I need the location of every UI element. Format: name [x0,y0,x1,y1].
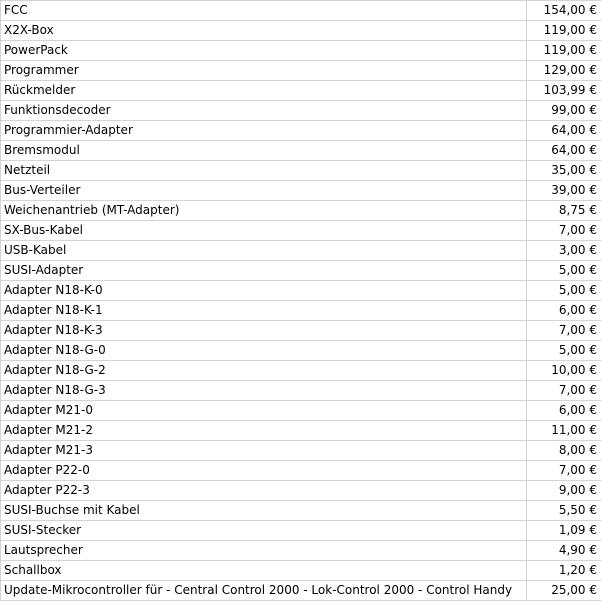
table-row [1,461,601,481]
table-row [1,521,601,541]
table-row [1,581,601,601]
item-name-cell[interactable]: Funktionsdecoder [1,101,527,121]
item-price-cell[interactable]: 25,00 € [527,581,601,601]
item-name-cell[interactable]: Adapter N18-K-1 [1,301,527,321]
table-row [1,201,601,221]
item-name-cell[interactable]: Adapter P22-3 [1,481,527,501]
item-price-cell[interactable]: 5,00 € [527,341,601,361]
item-name-cell[interactable]: Adapter N18-G-3 [1,381,527,401]
item-name-cell[interactable]: Adapter M21-0 [1,401,527,421]
item-price-cell[interactable]: 64,00 € [527,121,601,141]
item-price-cell[interactable]: 8,00 € [527,441,601,461]
item-name-cell[interactable]: Netzteil [1,161,527,181]
item-name-cell[interactable]: Adapter M21-3 [1,441,527,461]
table-row [1,221,601,241]
item-price-cell[interactable]: 99,00 € [527,101,601,121]
item-price-cell[interactable]: 7,00 € [527,221,601,241]
item-price-cell[interactable]: 11,00 € [527,421,601,441]
table-row [1,401,601,421]
table-row [1,1,601,21]
table-row [1,281,601,301]
item-name-cell[interactable]: Bremsmodul [1,141,527,161]
table-row [1,41,601,61]
item-name-cell[interactable]: X2X-Box [1,21,527,41]
item-name-cell[interactable]: Update-Mikrocontroller für - Central Control 2000 - Lok-Control 2000 - Control Handy [1,581,527,601]
item-price-cell[interactable]: 8,75 € [527,201,601,221]
table-row [1,141,601,161]
table-row [1,481,601,501]
item-price-cell[interactable]: 5,00 € [527,261,601,281]
item-name-cell[interactable]: SUSI-Buchse mit Kabel [1,501,527,521]
item-price-cell[interactable]: 5,00 € [527,281,601,301]
item-name-cell[interactable]: SUSI-Adapter [1,261,527,281]
item-price-cell[interactable]: 129,00 € [527,61,601,81]
table-row [1,181,601,201]
item-price-cell[interactable]: 119,00 € [527,41,601,61]
item-name-cell[interactable]: Rückmelder [1,81,527,101]
item-price-cell[interactable]: 119,00 € [527,21,601,41]
item-name-cell[interactable]: Adapter N18-K-3 [1,321,527,341]
table-row [1,241,601,261]
item-name-cell[interactable]: Bus-Verteiler [1,181,527,201]
item-price-cell[interactable]: 7,00 € [527,381,601,401]
item-price-cell[interactable]: 10,00 € [527,361,601,381]
table-row [1,421,601,441]
table-row [1,441,601,461]
item-name-cell[interactable]: Programmer [1,61,527,81]
table-row [1,301,601,321]
table-row [1,21,601,41]
item-name-cell[interactable]: Programmier-Adapter [1,121,527,141]
table-row [1,81,601,101]
table-row [1,501,601,521]
item-price-cell[interactable]: 103,99 € [527,81,601,101]
item-price-cell[interactable]: 1,20 € [527,561,601,581]
item-price-cell[interactable]: 7,00 € [527,321,601,341]
table-row [1,101,601,121]
item-price-cell[interactable]: 6,00 € [527,301,601,321]
item-price-cell[interactable]: 5,50 € [527,501,601,521]
item-price-cell[interactable]: 39,00 € [527,181,601,201]
item-name-cell[interactable]: Weichenantrieb (MT-Adapter) [1,201,527,221]
item-name-cell[interactable]: SX-Bus-Kabel [1,221,527,241]
item-name-cell[interactable]: Adapter M21-2 [1,421,527,441]
item-name-cell[interactable]: SUSI-Stecker [1,521,527,541]
item-name-cell[interactable]: Adapter P22-0 [1,461,527,481]
item-price-cell[interactable]: 6,00 € [527,401,601,421]
table-row [1,321,601,341]
table-row [1,561,601,581]
item-name-cell[interactable]: Adapter N18-K-0 [1,281,527,301]
item-price-cell[interactable]: 64,00 € [527,141,601,161]
price-table-body [1,1,601,601]
table-row [1,381,601,401]
item-price-cell[interactable]: 1,09 € [527,521,601,541]
table-row [1,61,601,81]
table-row [1,161,601,181]
item-price-cell[interactable]: 7,00 € [527,461,601,481]
item-name-cell[interactable]: Adapter N18-G-0 [1,341,527,361]
item-name-cell[interactable]: FCC [1,1,527,21]
item-name-cell[interactable]: PowerPack [1,41,527,61]
table-row [1,541,601,561]
item-price-cell[interactable]: 154,00 € [527,1,601,21]
table-row [1,121,601,141]
item-price-cell[interactable]: 35,00 € [527,161,601,181]
item-name-cell[interactable]: Adapter N18-G-2 [1,361,527,381]
table-row [1,261,601,281]
item-price-cell[interactable]: 3,00 € [527,241,601,261]
item-name-cell[interactable]: USB-Kabel [1,241,527,261]
item-price-cell[interactable]: 9,00 € [527,481,601,501]
item-name-cell[interactable]: Schallbox [1,561,527,581]
item-price-cell[interactable]: 4,90 € [527,541,601,561]
table-row [1,361,601,381]
item-name-cell[interactable]: Lautsprecher [1,541,527,561]
table-row [1,341,601,361]
